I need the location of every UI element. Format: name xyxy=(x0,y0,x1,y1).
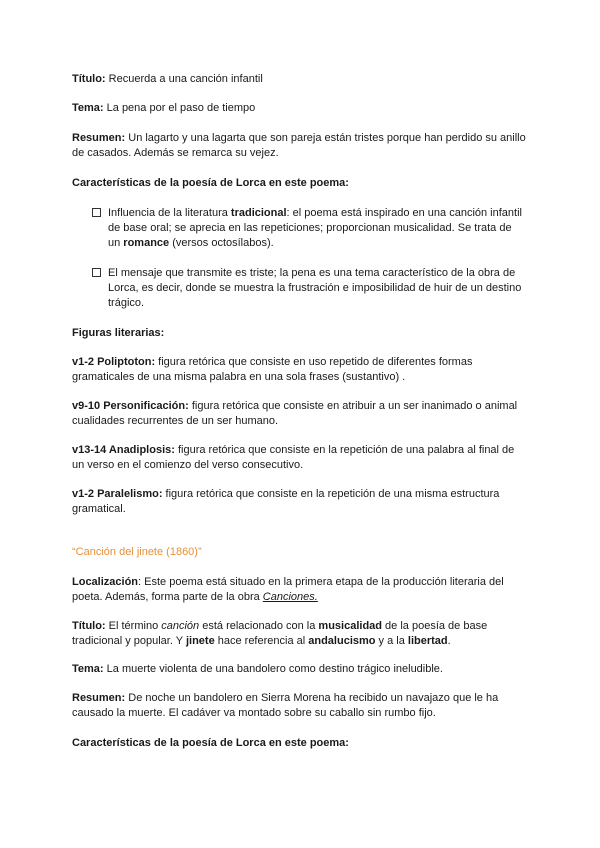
figura-1-text: figura retórica que consiste en uso repetido de diferentes formas gramaticales de una misma palabra en una sola frases (sustantivo) . xyxy=(72,356,473,383)
figuras-heading xyxy=(72,326,526,341)
tema-text: La pena por el paso de tiempo xyxy=(103,102,256,114)
titulo2-andalucismo: andalucismo xyxy=(308,635,376,647)
figura-2-text: figura retórica que consiste en atribuir a un ser inanimado o animal cualidades recurrentes de un ser humano. xyxy=(72,400,518,427)
resumen-text: Un lagarto y una lagarta que son pareja están tristes porque han perdido su anillo de casados. Además se remarca su vejez. xyxy=(72,132,526,159)
titulo2-t2: está relacionado con la xyxy=(199,620,319,632)
titulo2-label: Título: xyxy=(72,620,106,632)
titulo-text: Recuerda a una canción infantil xyxy=(105,73,263,85)
caracteristicas-heading xyxy=(72,176,526,191)
titulo2-paragraph xyxy=(72,619,526,649)
titulo2-libertad: libertad xyxy=(407,635,448,647)
figura-personificacion xyxy=(72,399,526,429)
figura-poliptoton xyxy=(72,355,526,385)
bullet-item-2 xyxy=(108,266,526,311)
titulo2-t1: El término xyxy=(105,620,162,632)
caracteristicas-heading-2 xyxy=(72,736,526,751)
figura-1-label: v1-2 Poliptoton: xyxy=(72,356,156,368)
section-2-title xyxy=(72,545,526,560)
section-2-title-text: “Canción del jinete (1860)” xyxy=(72,546,202,558)
titulo2-cancion: canción xyxy=(161,620,200,632)
localizacion-text: : Este poema está situado en la primera etapa de la producción literaria del poeta. Además, forma parte de la obra xyxy=(72,576,504,603)
tema2-line xyxy=(72,662,526,677)
caracteristicas-heading-text: Características de la poesía de Lorca en este poema: xyxy=(72,177,349,189)
tema-label: Tema: xyxy=(72,102,104,114)
figura-2-label: v9-10 Personificación: xyxy=(72,400,189,412)
checkbox-icon xyxy=(92,206,104,218)
titulo2-t4: hace referencia al xyxy=(214,635,309,647)
resumen2-label: Resumen: xyxy=(72,692,126,704)
figura-paralelismo xyxy=(72,487,526,517)
titulo-line xyxy=(72,72,526,87)
resumen2-paragraph xyxy=(72,691,526,721)
titulo-label: Título: xyxy=(72,73,106,85)
bullet-2-text: El mensaje que transmite es triste; la pena es una tema característico de la obra de Lorca, es decir, donde se muestra la frustración e imposibilidad de huir de un destino trágico. xyxy=(108,267,522,309)
titulo2-t3: de la poesía de base tradicional y popular. Y xyxy=(72,620,488,647)
bullet-1-bold-tradicional: tradicional xyxy=(230,207,287,219)
resumen2-text: De noche un bandolero en Sierra Morena ha recibido un navajazo que le ha causado la muerte. El cadáver va montado sobre su caballo sin rumbo fijo. xyxy=(72,692,499,719)
work-title-canciones: Canciones. xyxy=(262,591,318,603)
figura-4-label: v1-2 Paralelismo: xyxy=(72,488,163,500)
figura-3-text: figura retórica que consiste en la repetición de una palabra al final de un verso en el comienzo del verso consecutivo. xyxy=(72,444,515,471)
bullet-1-post: (versos octosílabos). xyxy=(169,237,274,249)
figura-4-text: figura retórica que consiste en la repetición de una misma estructura gramatical. xyxy=(72,488,500,515)
resumen-paragraph xyxy=(72,131,526,161)
checkbox-icon xyxy=(92,266,104,278)
localizacion-label: Localización xyxy=(72,576,139,588)
bullet-item-1 xyxy=(108,206,526,251)
localizacion-paragraph xyxy=(72,575,526,605)
tema2-text: La muerte violenta de una bandolero como destino trágico ineludible. xyxy=(103,663,443,675)
figura-3-label: v13-14 Anadiplosis: xyxy=(72,444,175,456)
titulo2-t6: . xyxy=(447,635,451,647)
titulo2-t5: y a la xyxy=(375,635,408,647)
tema2-label: Tema: xyxy=(72,663,104,675)
bullet-1-mid: : el poema está inspirado en una canción infantil de base oral; se aprecia en las repeticiones; proporcionan musicalidad. Se trata de un xyxy=(108,207,522,249)
titulo2-jinete: jinete xyxy=(185,635,215,647)
bullet-1-pre: Influencia de la literatura xyxy=(108,207,231,219)
caracteristicas-heading-2-text: Características de la poesía de Lorca en este poema: xyxy=(72,737,349,749)
resumen-label: Resumen: xyxy=(72,132,126,144)
titulo2-musicalidad: musicalidad xyxy=(318,620,382,632)
bullet-1-bold-romance: romance xyxy=(123,237,170,249)
figuras-heading-text: Figuras literarias: xyxy=(72,327,165,339)
figura-anadiplosis xyxy=(72,443,526,473)
tema-line xyxy=(72,101,526,116)
